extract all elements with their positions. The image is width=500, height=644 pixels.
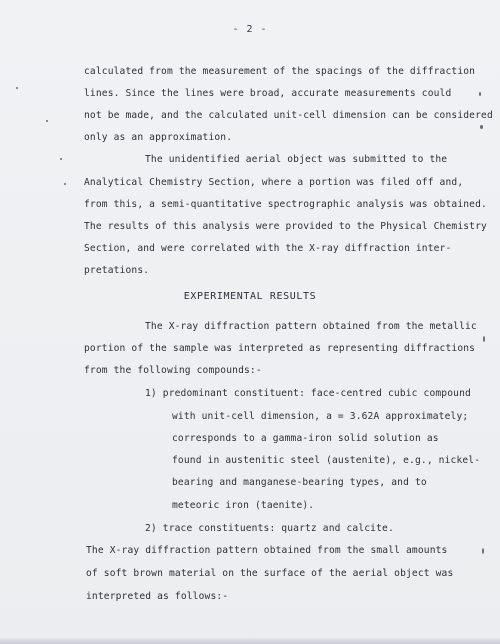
paragraph-1-line-4: only as an approximation. — [84, 132, 233, 143]
paragraph-2-line-4: The results of this analysis were provided to the Physical Chemistry — [84, 221, 487, 232]
paragraph-1-line-1: calculated from the measurement of the spacings of the diffraction — [84, 66, 476, 77]
scan-speck — [16, 87, 18, 89]
paragraph-3-line-2: portion of the sample was interpreted as representing diffractions — [84, 343, 476, 354]
paragraph-2-line-1: The unidentified aerial object was submitted to the — [145, 154, 448, 165]
scan-speck — [480, 125, 483, 129]
page-bottom-edge — [0, 638, 500, 644]
scan-speck — [60, 158, 62, 160]
paragraph-4-line-2: of soft brown material on the surface of the aerial object was — [86, 568, 454, 579]
paragraph-4-line-1: The X-ray diffraction pattern obtained from the small amounts — [86, 545, 448, 556]
paragraph-1-line-2: lines. Since the lines were broad, accurate measurements could — [84, 88, 452, 99]
list-item-1-line-4: found in austenitic steel (austenite), e.g., nickel- — [172, 455, 481, 466]
paragraph-3-line-3: from the following compounds:- — [84, 365, 262, 376]
list-item-1-line-3: corresponds to a gamma-iron solid solution as — [172, 433, 439, 444]
section-heading: EXPERIMENTAL RESULTS — [183, 291, 317, 302]
list-item-1-line-6: meteoric iron (taenite). — [172, 500, 315, 511]
paragraph-2-line-5: Section, and were correlated with the X-ray diffraction inter- — [84, 243, 452, 254]
paragraph-2-line-6: pretations. — [84, 265, 150, 276]
paragraph-4-line-3: interpreted as follows:- — [86, 591, 229, 602]
page-number: - 2 - — [232, 24, 268, 35]
scan-speck — [64, 183, 66, 185]
list-item-1-line-5: bearing and manganese-bearing types, and to — [172, 477, 427, 488]
list-item-1-line-2: with unit-cell dimension, a = 3.62A approximately; — [172, 411, 469, 422]
scan-speck — [483, 336, 485, 342]
scan-speck — [482, 548, 484, 554]
list-item-2: 2) trace constituents: quartz and calcite. — [145, 523, 394, 534]
paragraph-2-line-2: Analytical Chemistry Section, where a portion was filed off and, — [84, 177, 464, 188]
paragraph-1-line-3: not be made, and the calculated unit-cell dimension can be considered — [84, 110, 493, 121]
scan-speck — [479, 92, 481, 96]
paragraph-3-line-1: The X-ray diffraction pattern obtained from the metallic — [145, 321, 477, 332]
scan-speck — [46, 120, 48, 122]
list-item-1-line-1: 1) predominant constituent: face-centred cubic compound — [145, 388, 471, 399]
paragraph-2-line-3: from this, a semi-quantitative spectrographic analysis was obtained. — [84, 199, 487, 210]
